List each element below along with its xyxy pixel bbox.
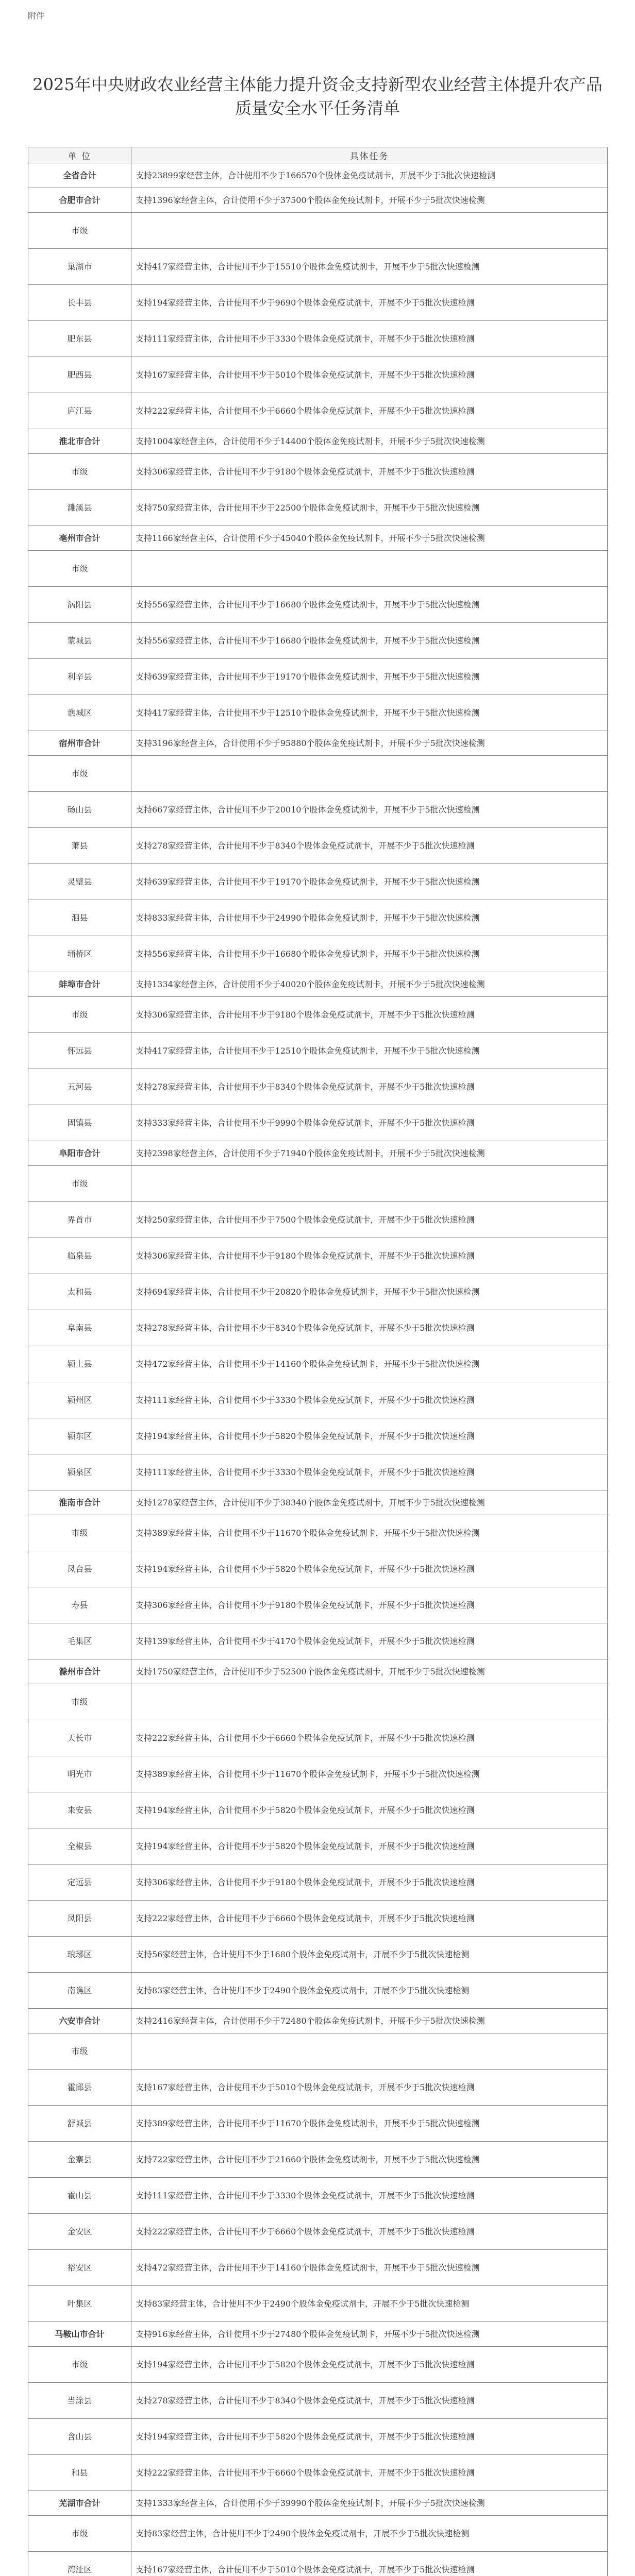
table-row-city-total xyxy=(28,429,608,454)
task-cell: 支持194家经营主体，合计使用不少于9690个股体金免疫试剂卡，开展不少于5批次快速检测 xyxy=(131,285,608,321)
table-row xyxy=(28,864,608,900)
unit-cell: 蒙城县 xyxy=(28,623,131,659)
task-cell: 支持194家经营主体，合计使用不少于5820个股体金免疫试剂卡，开展不少于5批次快速检测 xyxy=(131,1418,608,1454)
unit-cell: 市级 xyxy=(28,213,131,249)
unit-cell: 长丰县 xyxy=(28,285,131,321)
unit-cell: 谯城区 xyxy=(28,695,131,731)
table-row xyxy=(28,1937,608,1973)
unit-cell: 市级 xyxy=(28,454,131,490)
unit-cell: 琅琊区 xyxy=(28,1937,131,1973)
unit-cell: 芜湖市合计 xyxy=(28,2491,131,2516)
unit-cell: 涡阳县 xyxy=(28,587,131,623)
task-cell: 支持83家经营主体，合计使用不少于2490个股体金免疫试剂卡，开展不少于5批次快速检测 xyxy=(131,2516,608,2552)
unit-cell: 临泉县 xyxy=(28,1238,131,1274)
table-row xyxy=(28,659,608,695)
task-cell: 支持111家经营主体，合计使用不少于3330个股体金免疫试剂卡，开展不少于5批次快速检测 xyxy=(131,1382,608,1418)
unit-cell: 阜阳市合计 xyxy=(28,1141,131,1166)
unit-cell: 庐江县 xyxy=(28,393,131,429)
table-row xyxy=(28,2106,608,2142)
table-row-city-total xyxy=(28,2009,608,2033)
task-cell: 支持639家经营主体，合计使用不少于19170个股体金免疫试剂卡，开展不少于5批次快速检测 xyxy=(131,659,608,695)
task-cell: 支持472家经营主体，合计使用不少于14160个股体金免疫试剂卡，开展不少于5批次快速检测 xyxy=(131,1346,608,1382)
table-row xyxy=(28,551,608,587)
unit-cell: 濉溪县 xyxy=(28,490,131,526)
unit-cell: 市级 xyxy=(28,2347,131,2383)
table-row xyxy=(28,2347,608,2383)
table-row xyxy=(28,490,608,526)
task-cell: 支持1333家经营主体，合计使用不少于39990个股体金免疫试剂卡，开展不少于5批次快速检测 xyxy=(131,2491,608,2516)
task-cell: 支持56家经营主体，合计使用不少于1680个股体金免疫试剂卡，开展不少于5批次快速检测 xyxy=(131,1937,608,1973)
table-row xyxy=(28,2286,608,2322)
table-row-city-total xyxy=(28,188,608,213)
unit-cell: 砀山县 xyxy=(28,792,131,828)
table-row xyxy=(28,1865,608,1901)
task-cell: 支持167家经营主体，合计使用不少于5010个股体金免疫试剂卡，开展不少于5批次快速检测 xyxy=(131,2070,608,2106)
task-cell: 支持222家经营主体，合计使用不少于6660个股体金免疫试剂卡，开展不少于5批次快速检测 xyxy=(131,1901,608,1937)
unit-cell: 霍山县 xyxy=(28,2178,131,2214)
unit-cell: 淮北市合计 xyxy=(28,429,131,454)
unit-cell: 市级 xyxy=(28,551,131,587)
unit-cell: 市级 xyxy=(28,1684,131,1720)
task-cell: 支持222家经营主体，合计使用不少于6660个股体金免疫试剂卡，开展不少于5批次快速检测 xyxy=(131,2214,608,2250)
table-row xyxy=(28,1454,608,1490)
table-row-city-total xyxy=(28,1659,608,1684)
unit-cell: 阜南县 xyxy=(28,1310,131,1346)
table-row xyxy=(28,587,608,623)
task-cell: 支持417家经营主体，合计使用不少于12510个股体金免疫试剂卡，开展不少于5批次快速检测 xyxy=(131,695,608,731)
unit-cell: 市级 xyxy=(28,2033,131,2070)
task-cell: 支持556家经营主体，合计使用不少于16680个股体金免疫试剂卡，开展不少于5批次快速检测 xyxy=(131,936,608,972)
table-row xyxy=(28,249,608,285)
table-row xyxy=(28,997,608,1033)
table-row xyxy=(28,828,608,864)
table-row xyxy=(28,213,608,249)
task-cell: 支持639家经营主体，合计使用不少于19170个股体金免疫试剂卡，开展不少于5批次快速检测 xyxy=(131,864,608,900)
unit-cell: 太和县 xyxy=(28,1274,131,1310)
table-row xyxy=(28,2552,608,2576)
task-cell: 支持556家经营主体，合计使用不少于16680个股体金免疫试剂卡，开展不少于5批次快速检测 xyxy=(131,587,608,623)
unit-cell: 毛集区 xyxy=(28,1623,131,1659)
unit-cell: 金寨县 xyxy=(28,2142,131,2178)
table-row xyxy=(28,1901,608,1937)
task-cell: 支持667家经营主体，合计使用不少于20010个股体金免疫试剂卡，开展不少于5批次快速检测 xyxy=(131,792,608,828)
table-row-city-total xyxy=(28,526,608,551)
unit-cell: 六安市合计 xyxy=(28,2009,131,2033)
unit-cell: 泗县 xyxy=(28,900,131,936)
unit-cell: 霍邱县 xyxy=(28,2070,131,2106)
task-cell: 支持2398家经营主体，合计使用不少于71940个股体金免疫试剂卡，开展不少于5批次快速检测 xyxy=(131,1141,608,1166)
table-row xyxy=(28,1346,608,1382)
task-cell: 支持83家经营主体，合计使用不少于2490个股体金免疫试剂卡，开展不少于5批次快速检测 xyxy=(131,1973,608,2009)
unit-cell: 明光市 xyxy=(28,1756,131,1792)
table-row xyxy=(28,1274,608,1310)
table-row xyxy=(28,1623,608,1659)
task-cell xyxy=(131,213,608,249)
unit-cell: 亳州市合计 xyxy=(28,526,131,551)
table-row-city-total xyxy=(28,1141,608,1166)
unit-cell: 金安区 xyxy=(28,2214,131,2250)
task-cell: 支持1396家经营主体，合计使用不少于37500个股体金免疫试剂卡，开展不少于5批次快速检测 xyxy=(131,188,608,213)
unit-cell: 颍州区 xyxy=(28,1382,131,1418)
unit-cell: 肥西县 xyxy=(28,357,131,393)
unit-cell: 淮南市合计 xyxy=(28,1490,131,1515)
task-cell: 支持306家经营主体，合计使用不少于9180个股体金免疫试剂卡，开展不少于5批次快速检测 xyxy=(131,1865,608,1901)
task-cell: 支持389家经营主体，合计使用不少于11670个股体金免疫试剂卡，开展不少于5批次快速检测 xyxy=(131,1756,608,1792)
unit-cell: 定远县 xyxy=(28,1865,131,1901)
task-cell: 支持111家经营主体，合计使用不少于3330个股体金免疫试剂卡，开展不少于5批次快速检测 xyxy=(131,321,608,357)
task-cell: 支持250家经营主体，合计使用不少于7500个股体金免疫试剂卡，开展不少于5批次快速检测 xyxy=(131,1202,608,1238)
table-row xyxy=(28,2250,608,2286)
task-cell: 支持278家经营主体，合计使用不少于8340个股体金免疫试剂卡，开展不少于5批次快速检测 xyxy=(131,2383,608,2419)
task-cell: 支持722家经营主体，合计使用不少于21660个股体金免疫试剂卡，开展不少于5批次快速检测 xyxy=(131,2142,608,2178)
task-cell: 支持222家经营主体，合计使用不少于6660个股体金免疫试剂卡，开展不少于5批次快速检测 xyxy=(131,1720,608,1756)
table-row xyxy=(28,357,608,393)
task-cell: 支持389家经营主体，合计使用不少于11670个股体金免疫试剂卡，开展不少于5批次快速检测 xyxy=(131,1515,608,1551)
unit-cell: 巢湖市 xyxy=(28,249,131,285)
unit-cell: 怀远县 xyxy=(28,1033,131,1069)
task-cell: 支持278家经营主体，合计使用不少于8340个股体金免疫试剂卡，开展不少于5批次快速检测 xyxy=(131,1310,608,1346)
unit-cell: 肥东县 xyxy=(28,321,131,357)
task-cell: 支持23899家经营主体，合计使用不少于166570个股体金免疫试剂卡，开展不少于5批次快速检测 xyxy=(131,163,608,188)
table-row xyxy=(28,1828,608,1865)
unit-cell: 滁州市合计 xyxy=(28,1659,131,1684)
table-row xyxy=(28,1033,608,1069)
unit-cell: 颍东区 xyxy=(28,1418,131,1454)
table-row xyxy=(28,900,608,936)
unit-cell: 宿州市合计 xyxy=(28,731,131,756)
task-cell: 支持1334家经营主体，合计使用不少于40020个股体金免疫试剂卡，开展不少于5批次快速检测 xyxy=(131,972,608,997)
table-row xyxy=(28,1684,608,1720)
task-cell: 支持306家经营主体，合计使用不少于9180个股体金免疫试剂卡，开展不少于5批次快速检测 xyxy=(131,997,608,1033)
task-cell: 支持2416家经营主体，合计使用不少于72480个股体金免疫试剂卡，开展不少于5批次快速检测 xyxy=(131,2009,608,2033)
table-row xyxy=(28,1166,608,1202)
table-row-city-total xyxy=(28,972,608,997)
unit-cell: 叶集区 xyxy=(28,2286,131,2322)
unit-cell: 来安县 xyxy=(28,1792,131,1828)
task-cell xyxy=(131,1684,608,1720)
unit-cell: 颍泉区 xyxy=(28,1454,131,1490)
table-row xyxy=(28,792,608,828)
task-cell xyxy=(131,756,608,792)
table-row xyxy=(28,393,608,429)
unit-cell: 寿县 xyxy=(28,1587,131,1623)
task-cell: 支持750家经营主体，合计使用不少于22500个股体金免疫试剂卡，开展不少于5批次快速检测 xyxy=(131,490,608,526)
table-row xyxy=(28,2455,608,2491)
task-cell: 支持222家经营主体，合计使用不少于6660个股体金免疫试剂卡，开展不少于5批次快速检测 xyxy=(131,393,608,429)
unit-cell: 全省合计 xyxy=(28,163,131,188)
task-table xyxy=(28,147,608,2576)
table-row xyxy=(28,285,608,321)
unit-cell: 界首市 xyxy=(28,1202,131,1238)
task-cell: 支持306家经营主体，合计使用不少于9180个股体金免疫试剂卡，开展不少于5批次快速检测 xyxy=(131,1587,608,1623)
unit-cell: 五河县 xyxy=(28,1069,131,1105)
table-row xyxy=(28,321,608,357)
task-cell: 支持167家经营主体，合计使用不少于5010个股体金免疫试剂卡，开展不少于5批次快速检测 xyxy=(131,2552,608,2576)
table-row-city-total xyxy=(28,2491,608,2516)
task-cell: 支持194家经营主体，合计使用不少于5820个股体金免疫试剂卡，开展不少于5批次快速检测 xyxy=(131,1828,608,1865)
unit-cell: 含山县 xyxy=(28,2419,131,2455)
task-cell: 支持194家经营主体，合计使用不少于5820个股体金免疫试剂卡，开展不少于5批次快速检测 xyxy=(131,2419,608,2455)
table-row-city-total xyxy=(28,1490,608,1515)
table-row xyxy=(28,1720,608,1756)
annex-label: 附件 xyxy=(28,11,45,21)
unit-cell: 当涂县 xyxy=(28,2383,131,2419)
table-row xyxy=(28,2516,608,2552)
table-row xyxy=(28,2214,608,2250)
table-row xyxy=(28,1069,608,1105)
table-row-city-total xyxy=(28,163,608,188)
table-row xyxy=(28,1382,608,1418)
table-row xyxy=(28,1587,608,1623)
task-cell: 支持417家经营主体，合计使用不少于12510个股体金免疫试剂卡，开展不少于5批次快速检测 xyxy=(131,1033,608,1069)
unit-cell: 颍上县 xyxy=(28,1346,131,1382)
task-cell: 支持916家经营主体，合计使用不少于27480个股体金免疫试剂卡，开展不少于5批次快速检测 xyxy=(131,2322,608,2347)
table-row xyxy=(28,2419,608,2455)
task-cell: 支持111家经营主体，合计使用不少于3330个股体金免疫试剂卡，开展不少于5批次快速检测 xyxy=(131,1454,608,1490)
table-row xyxy=(28,1418,608,1454)
task-cell: 支持3196家经营主体，合计使用不少于95880个股体金免疫试剂卡，开展不少于5批次快速检测 xyxy=(131,731,608,756)
table-row-city-total xyxy=(28,2322,608,2347)
unit-cell: 湾沚区 xyxy=(28,2552,131,2576)
column-header-unit: 单 位 xyxy=(28,147,131,163)
unit-cell: 利辛县 xyxy=(28,659,131,695)
unit-cell: 市级 xyxy=(28,1515,131,1551)
unit-cell: 天长市 xyxy=(28,1720,131,1756)
task-cell: 支持194家经营主体，合计使用不少于5820个股体金免疫试剂卡，开展不少于5批次快速检测 xyxy=(131,2347,608,2383)
task-cell: 支持472家经营主体，合计使用不少于14160个股体金免疫试剂卡，开展不少于5批次快速检测 xyxy=(131,2250,608,2286)
table-row-city-total xyxy=(28,731,608,756)
task-cell: 支持306家经营主体，合计使用不少于9180个股体金免疫试剂卡，开展不少于5批次快速检测 xyxy=(131,454,608,490)
unit-cell: 凤阳县 xyxy=(28,1901,131,1937)
task-cell: 支持194家经营主体，合计使用不少于5820个股体金免疫试剂卡，开展不少于5批次快速检测 xyxy=(131,1551,608,1587)
task-cell: 支持111家经营主体，合计使用不少于3330个股体金免疫试剂卡，开展不少于5批次快速检测 xyxy=(131,2178,608,2214)
task-cell: 支持833家经营主体，合计使用不少于24990个股体金免疫试剂卡，开展不少于5批次快速检测 xyxy=(131,900,608,936)
task-cell: 支持194家经营主体，合计使用不少于5820个股体金免疫试剂卡，开展不少于5批次快速检测 xyxy=(131,1792,608,1828)
unit-cell: 裕安区 xyxy=(28,2250,131,2286)
unit-cell: 全椒县 xyxy=(28,1828,131,1865)
table-row xyxy=(28,695,608,731)
unit-cell: 舒城县 xyxy=(28,2106,131,2142)
table-row xyxy=(28,1202,608,1238)
task-cell: 支持694家经营主体，合计使用不少于20820个股体金免疫试剂卡，开展不少于5批次快速检测 xyxy=(131,1274,608,1310)
task-cell: 支持278家经营主体，合计使用不少于8340个股体金免疫试剂卡，开展不少于5批次快速检测 xyxy=(131,828,608,864)
unit-cell: 南谯区 xyxy=(28,1973,131,2009)
task-cell: 支持222家经营主体，合计使用不少于6660个股体金免疫试剂卡，开展不少于5批次快速检测 xyxy=(131,2455,608,2491)
table-row xyxy=(28,756,608,792)
unit-cell: 萧县 xyxy=(28,828,131,864)
task-cell: 支持333家经营主体，合计使用不少于9990个股体金免疫试剂卡，开展不少于5批次快速检测 xyxy=(131,1105,608,1141)
unit-cell: 和县 xyxy=(28,2455,131,2491)
unit-cell: 蚌埠市合计 xyxy=(28,972,131,997)
task-cell: 支持1166家经营主体，合计使用不少于45040个股体金免疫试剂卡，开展不少于5批次快速检测 xyxy=(131,526,608,551)
table-row xyxy=(28,2033,608,2070)
table-row xyxy=(28,2142,608,2178)
table-row xyxy=(28,2070,608,2106)
table-row xyxy=(28,454,608,490)
unit-cell: 凤台县 xyxy=(28,1551,131,1587)
document-title: 2025年中央财政农业经营主体能力提升资金支持新型农业经营主体提升农产品质量安全水平任务清单 xyxy=(32,75,603,118)
table-row xyxy=(28,1105,608,1141)
task-cell: 支持1750家经营主体，合计使用不少于52500个股体金免疫试剂卡，开展不少于5批次快速检测 xyxy=(131,1659,608,1684)
task-cell: 支持1004家经营主体，合计使用不少于14400个股体金免疫试剂卡，开展不少于5批次快速检测 xyxy=(131,429,608,454)
table-row xyxy=(28,1792,608,1828)
unit-cell: 市级 xyxy=(28,756,131,792)
task-cell xyxy=(131,551,608,587)
task-cell: 支持306家经营主体，合计使用不少于9180个股体金免疫试剂卡，开展不少于5批次快速检测 xyxy=(131,1238,608,1274)
task-cell: 支持389家经营主体，合计使用不少于11670个股体金免疫试剂卡，开展不少于5批次快速检测 xyxy=(131,2106,608,2142)
task-cell: 支持556家经营主体，合计使用不少于16680个股体金免疫试剂卡，开展不少于5批次快速检测 xyxy=(131,623,608,659)
unit-cell: 市级 xyxy=(28,1166,131,1202)
table-row xyxy=(28,2383,608,2419)
task-cell: 支持417家经营主体，合计使用不少于15510个股体金免疫试剂卡，开展不少于5批次快速检测 xyxy=(131,249,608,285)
task-cell: 支持1278家经营主体，合计使用不少于38340个股体金免疫试剂卡，开展不少于5批次快速检测 xyxy=(131,1490,608,1515)
task-cell xyxy=(131,1166,608,1202)
task-cell: 支持278家经营主体，合计使用不少于8340个股体金免疫试剂卡，开展不少于5批次快速检测 xyxy=(131,1069,608,1105)
unit-cell: 市级 xyxy=(28,997,131,1033)
task-table-body xyxy=(28,163,608,2576)
table-row xyxy=(28,1238,608,1274)
task-cell: 支持139家经营主体，合计使用不少于4170个股体金免疫试剂卡，开展不少于5批次快速检测 xyxy=(131,1623,608,1659)
task-table-header xyxy=(28,147,608,163)
table-row xyxy=(28,1515,608,1551)
table-row xyxy=(28,1310,608,1346)
table-row xyxy=(28,1551,608,1587)
unit-cell: 固镇县 xyxy=(28,1105,131,1141)
table-row xyxy=(28,1756,608,1792)
task-cell xyxy=(131,2033,608,2070)
table-row xyxy=(28,623,608,659)
table-row xyxy=(28,2178,608,2214)
column-header-task: 具体任务 xyxy=(131,147,608,163)
table-row xyxy=(28,1973,608,2009)
table-row xyxy=(28,936,608,972)
unit-cell: 市级 xyxy=(28,2516,131,2552)
unit-cell: 马鞍山市合计 xyxy=(28,2322,131,2347)
unit-cell: 埇桥区 xyxy=(28,936,131,972)
unit-cell: 合肥市合计 xyxy=(28,188,131,213)
unit-cell: 灵璧县 xyxy=(28,864,131,900)
task-cell: 支持167家经营主体，合计使用不少于5010个股体金免疫试剂卡，开展不少于5批次快速检测 xyxy=(131,357,608,393)
task-cell: 支持83家经营主体，合计使用不少于2490个股体金免疫试剂卡，开展不少于5批次快速检测 xyxy=(131,2286,608,2322)
